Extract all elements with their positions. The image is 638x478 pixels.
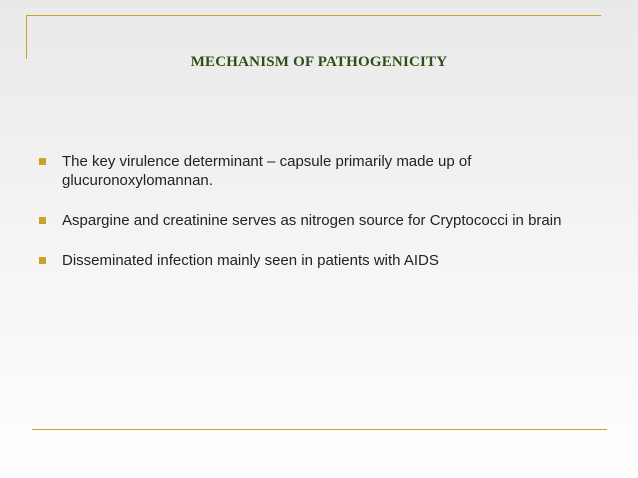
- bullet-text: Aspargine and creatinine serves as nitrogen source for Cryptococci in brain: [62, 212, 562, 229]
- bullet-list: [38, 152, 618, 270]
- bullet-item-virulence: [38, 152, 618, 190]
- frame-top-rule: [26, 15, 601, 16]
- square-bullet-icon: [39, 217, 46, 224]
- bullet-item-nitrogen-source: [38, 211, 618, 230]
- bullet-text: The key virulence determinant – capsule primarily made up of glucuronoxylomannan.: [62, 153, 472, 189]
- square-bullet-icon: [39, 257, 46, 264]
- frame-bottom-rule: [32, 429, 607, 430]
- bullet-item-disseminated-infection: [38, 251, 618, 270]
- frame-left-rule: [26, 15, 27, 59]
- bullet-text: Disseminated infection mainly seen in patients with AIDS: [62, 252, 439, 269]
- slide-title: MECHANISM OF PATHOGENICITY: [190, 54, 448, 70]
- square-bullet-icon: [39, 158, 46, 165]
